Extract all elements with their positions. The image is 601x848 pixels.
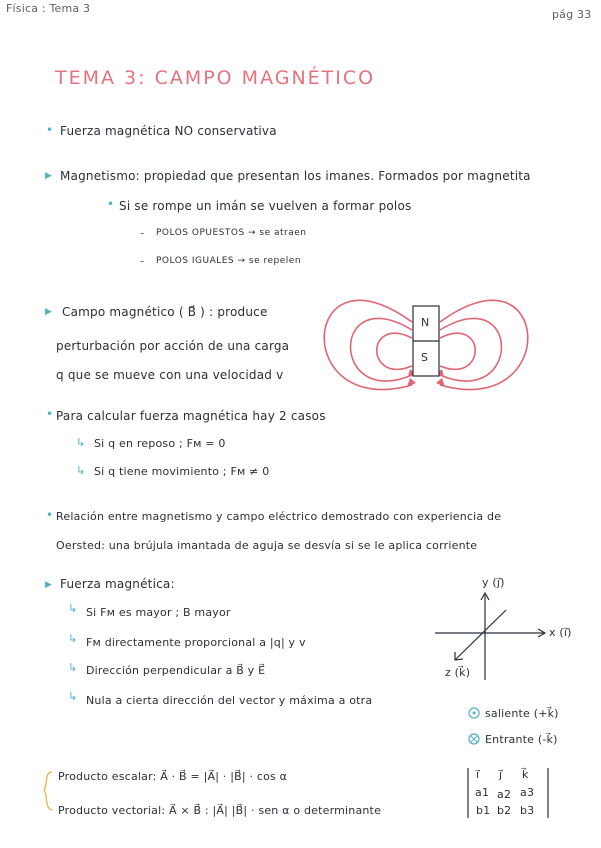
axis-y-label: y (j⃗) — [482, 576, 505, 589]
brace-icon — [44, 772, 52, 810]
text-entrante: Entrante (-k⃗) — [485, 733, 558, 746]
text-fm-2: Fм directamente proporcional a |q| y v — [86, 636, 306, 649]
text-polos-opuestos: POLOS OPUESTOS → se atraen — [156, 228, 307, 238]
det-j: j⃗ — [499, 768, 503, 781]
arrow-bullet-icon: ↳ — [68, 690, 78, 703]
text-se-rompe: Si se rompe un imán se vuelven a formar polos — [119, 199, 412, 213]
text-magnetismo: Magnetismo: propiedad que presentan los imanes. Formados por magnetita — [60, 169, 531, 183]
text-producto-vectorial: Producto vectorial: A⃗ × B⃗ : |A⃗| |B⃗| · sen α o determinante — [58, 804, 382, 817]
magnet-north-label: N — [421, 316, 430, 329]
text-calcular: Para calcular fuerza magnética hay 2 casos — [56, 409, 326, 423]
det-b1: b1 — [476, 804, 491, 817]
bullet-dash: - — [140, 226, 145, 240]
text-caso-reposo: Si q en reposo ; Fм = 0 — [94, 437, 226, 450]
magnet-south-label: S — [421, 351, 429, 364]
header-page-number: pág 33 — [552, 8, 592, 21]
bullet-dot: • — [46, 407, 54, 421]
bullet-dot: • — [107, 197, 115, 211]
text-fm-3: Dirección perpendicular a B⃗ y E⃗ — [86, 664, 266, 677]
text-saliente: saliente (+k⃗) — [485, 707, 559, 720]
axis-z-label: z (k⃗) — [445, 666, 471, 679]
bullet-triangle: ▶ — [45, 171, 53, 181]
text-fm-4: Nula a cierta dirección del vector y máxima a otra — [86, 694, 373, 707]
bullet-dot: • — [46, 508, 54, 522]
text-relacion-1: Relación entre magnetismo y campo eléctrico demostrado con experiencia de — [56, 510, 502, 523]
arrow-bullet-icon: ↳ — [68, 632, 78, 645]
text-producto-escalar: Producto escalar: A⃗ · B⃗ = |A⃗| · |B⃗| · cos α — [58, 770, 288, 783]
text-fuerza-magnetica: Fuerza magnética: — [60, 577, 175, 591]
bullet-triangle: ▶ — [45, 580, 53, 590]
det-b2: b2 — [497, 804, 512, 817]
header-subject: Física : Tema 3 — [6, 2, 91, 15]
text-campo-3: q que se mueve con una velocidad v — [56, 368, 284, 382]
page-title: TEMA 3: CAMPO MAGNÉTICO — [55, 67, 376, 89]
bullet-dash: - — [140, 254, 145, 268]
arrow-bullet-icon: ↳ — [76, 436, 86, 449]
det-i: i⃗ — [476, 768, 480, 781]
text-caso-movimiento: Si q tiene movimiento ; Fм ≠ 0 — [94, 465, 270, 478]
det-a1: a1 — [475, 786, 490, 799]
arrow-bullet-icon: ↳ — [68, 602, 78, 615]
det-a3: a3 — [520, 786, 535, 799]
text-relacion-2: Oersted: una brújula imantada de aguja se desvía si se le aplica corriente — [56, 539, 478, 552]
field-line-right-inner — [440, 333, 475, 369]
text-polos-iguales: POLOS IGUALES → se repelen — [156, 256, 302, 266]
arrow-bullet-icon: ↳ — [76, 464, 86, 477]
field-line-right-middle — [440, 318, 502, 381]
z-axis-line — [455, 610, 506, 660]
text-campo-2: perturbación por acción de una carga — [56, 339, 290, 353]
text-fm-1: Si Fм es mayor ; B mayor — [86, 606, 231, 619]
det-a2: a2 — [497, 788, 512, 801]
bullet-dot: • — [46, 123, 54, 137]
arrow-bullet-icon: ↳ — [68, 661, 78, 674]
text-fuerza-no-conservativa: Fuerza magnética NO conservativa — [60, 124, 277, 138]
bullet-triangle: ▶ — [45, 307, 53, 317]
axis-x-label: x (i⃗) — [549, 626, 572, 639]
text-campo-1: Campo magnético ( B⃗ ) : produce — [62, 305, 268, 319]
field-line-left-inner — [377, 333, 412, 369]
det-k: k⃗ — [522, 768, 529, 781]
det-b3: b3 — [520, 804, 535, 817]
field-line-left-middle — [351, 318, 413, 381]
